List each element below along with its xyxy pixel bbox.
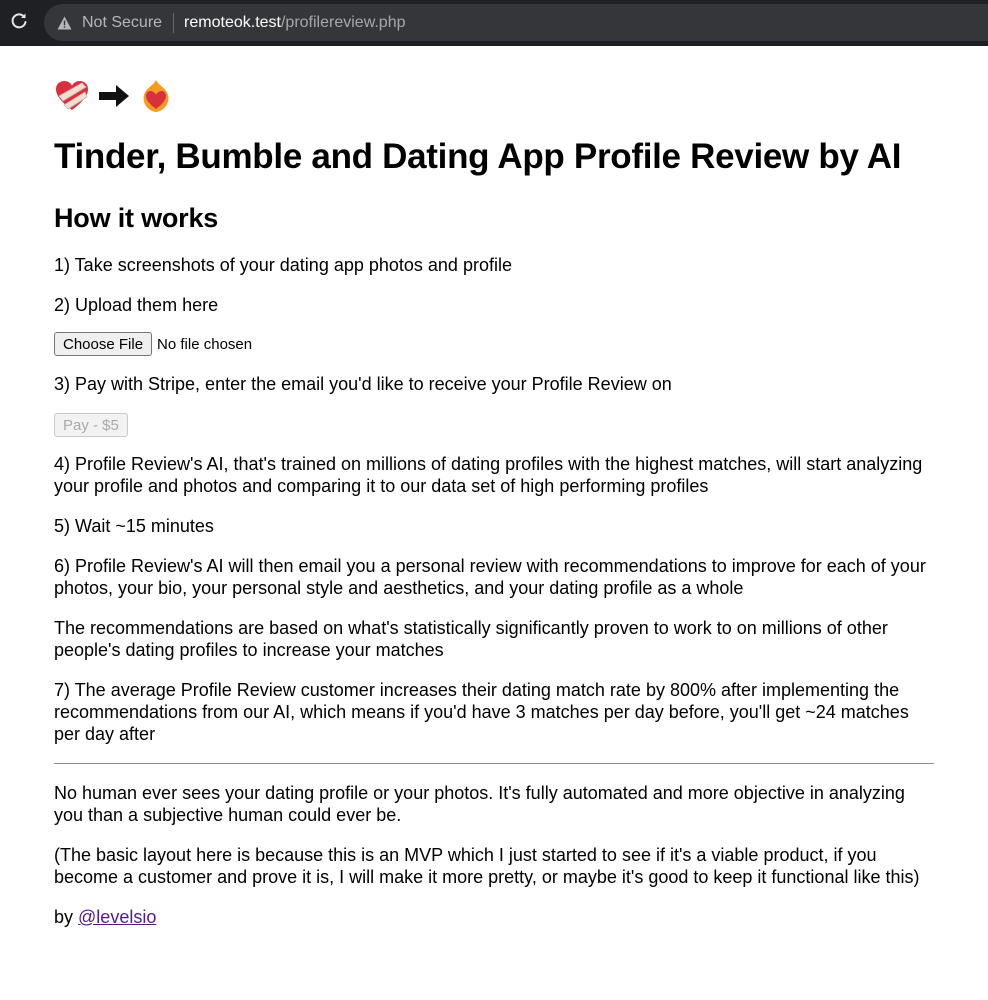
page-content — [0, 78, 988, 928]
address-bar[interactable] — [44, 4, 988, 41]
emoji-row — [54, 78, 934, 114]
step-2: 2) Upload them here — [54, 295, 219, 315]
step-4: 4) Profile Review's AI, that's trained on millions of dating profiles with the highest matches, will start analyzing your profile and photos and comparing it to our data set of high performing profiles — [54, 454, 923, 496]
recommendations-note: The recommendations are based on what's statistically significantly proven to work to on millions of other people's dating profiles to increase your matches — [54, 618, 888, 660]
address-separator — [173, 13, 174, 33]
reload-icon[interactable] — [8, 11, 30, 33]
url-host[interactable]: remoteok.test — [184, 13, 281, 31]
divider — [54, 763, 934, 764]
right-arrow-icon — [96, 78, 132, 114]
file-upload — [54, 332, 934, 356]
byline — [54, 906, 934, 928]
security-status[interactable]: Not Secure — [82, 13, 163, 31]
step-3: 3) Pay with Stripe, enter the email you'd like to receive your Profile Review on — [54, 374, 672, 394]
privacy-note: No human ever sees your dating profile or your photos. It's fully automated and more objective in analyzing you than a subjective human could ever be. — [54, 783, 905, 825]
bandaged-heart-icon — [54, 78, 90, 114]
heart-on-fire-icon — [138, 78, 174, 114]
warning-icon[interactable] — [56, 15, 72, 31]
byline-prefix: by — [54, 907, 74, 927]
author-link[interactable]: @levelsio — [78, 907, 157, 927]
pay-button[interactable]: Pay - $5 — [54, 413, 128, 437]
step-5: 5) Wait ~15 minutes — [54, 516, 214, 536]
step-7: 7) The average Profile Review customer increases their dating match rate by 800% after implementing the recommendations from our AI, which means if you'd have 3 matches per day before, you'll get ~24 matches per day after — [54, 680, 909, 744]
browser-toolbar — [0, 0, 988, 46]
choose-file-button[interactable]: Choose File — [54, 332, 152, 356]
page-title: Tinder, Bumble and Dating App Profile Review by AI — [54, 137, 902, 176]
step-6: 6) Profile Review's AI will then email you a personal review with recommendations to improve for each of your photos, your bio, your personal style and aesthetics, and your dating profile as a whole — [54, 556, 926, 598]
url-path[interactable]: /profilereview.php — [280, 13, 406, 31]
file-status: No file chosen — [157, 335, 253, 353]
section-heading: How it works — [54, 203, 219, 233]
step-1: 1) Take screenshots of your dating app photos and profile — [54, 255, 512, 275]
mvp-note: (The basic layout here is because this is an MVP which I just started to see if it's a viable product, if you become a customer and prove it is, I will make it more pretty, or maybe it's good to keep it functional like this) — [54, 845, 920, 887]
